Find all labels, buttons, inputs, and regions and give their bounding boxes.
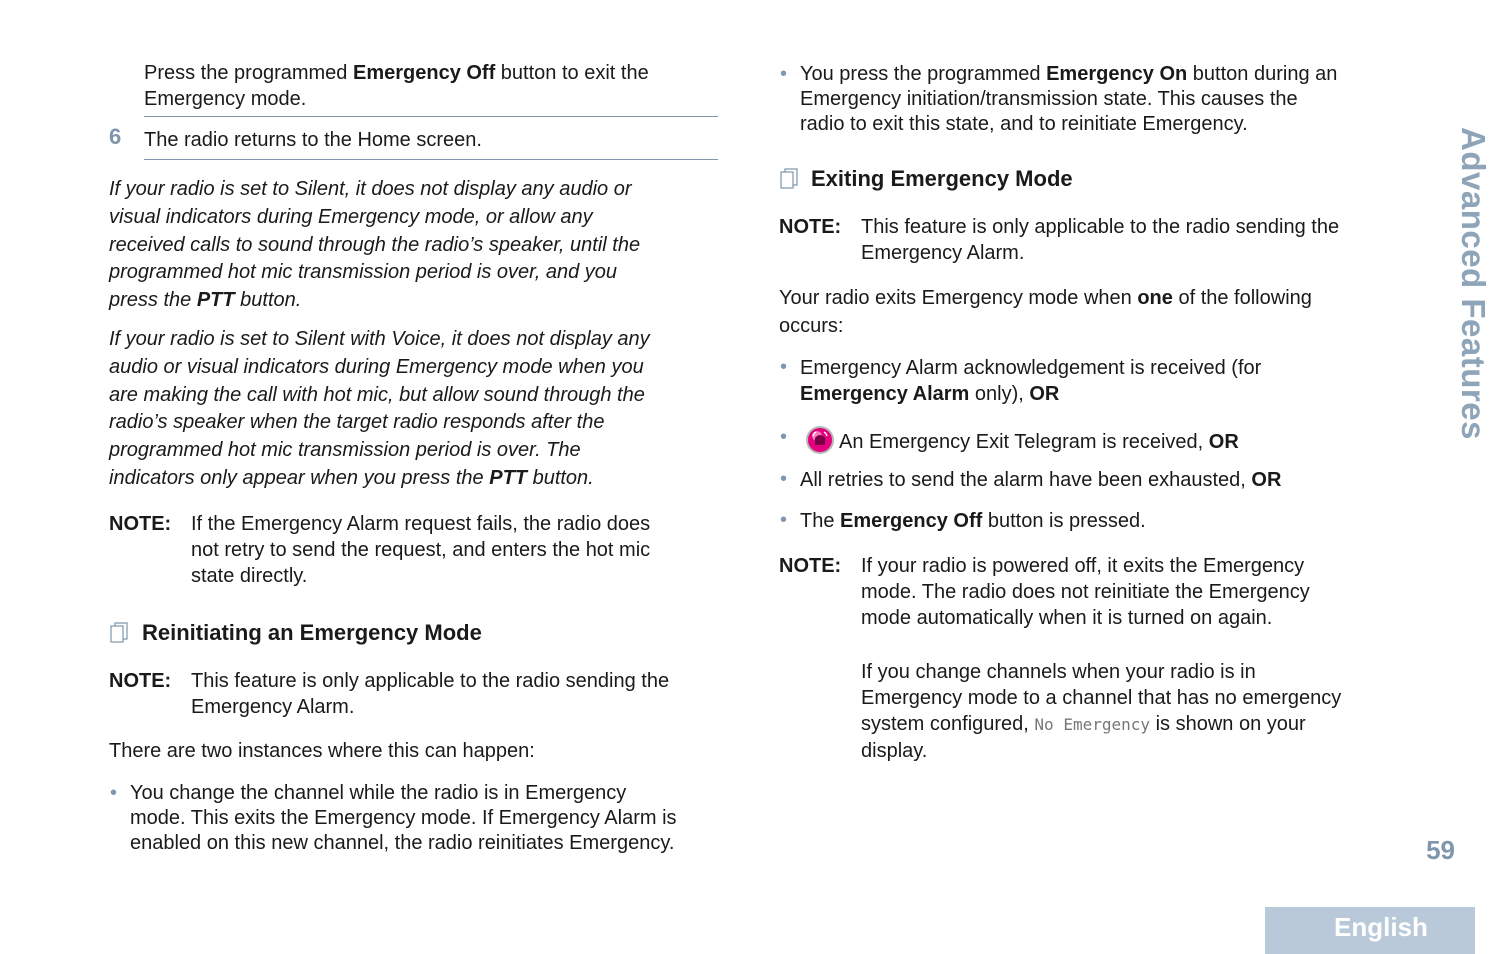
line: indicators only appear when you press the	[109, 466, 490, 489]
line: are making the call with hot mic, but allow sound through the	[109, 383, 645, 406]
or-bold: OR	[1208, 431, 1239, 453]
line: button.	[527, 466, 594, 489]
bullet-dot: •	[780, 63, 788, 85]
note-text	[191, 511, 721, 589]
ptt-bold: PTT	[489, 466, 528, 489]
line: If your radio is set to Silent with Voice, it does not display any	[109, 328, 650, 350]
line: mode automatically when it is turned on again.	[861, 607, 1273, 629]
line: If your radio is powered off, it exits the Emergency	[861, 555, 1305, 577]
text: Emergency mode.	[144, 88, 307, 110]
text: An Emergency Exit Telegram is received,	[839, 431, 1209, 453]
step-continuation	[144, 60, 724, 112]
divider	[144, 116, 718, 117]
line: This feature is only applicable to the radio sending the	[861, 216, 1340, 238]
line: mode. The radio does not reinitiate the Emergency	[861, 581, 1310, 603]
document-icon	[780, 168, 798, 190]
bullet-text	[800, 355, 1400, 407]
bullet-text	[800, 62, 1410, 137]
bullet-dot: •	[780, 509, 788, 531]
text-bold: Emergency Off	[840, 510, 983, 532]
text: is shown on your	[1150, 713, 1306, 735]
line: This feature is only applicable to the radio sending the	[191, 670, 670, 692]
line: programmed hot mic transmission period is over. The	[109, 439, 581, 462]
text: button during an	[1187, 63, 1338, 85]
line: Emergency mode to a channel that has no emergency	[861, 687, 1342, 709]
line: You change the channel while the radio is in Emergency	[130, 782, 627, 804]
text-bold: Emergency Off	[352, 62, 496, 84]
line: programmed hot mic transmission period is over, and you	[109, 261, 618, 284]
bullet-dot: •	[780, 426, 788, 448]
line: not retry to send the request, and enters the hot mic	[191, 539, 651, 561]
or-bold: OR	[1029, 383, 1060, 405]
line: visual indicators during Emergency mode, or allow any	[109, 205, 593, 228]
line: radio to exit this state, and to reinitiate Emergency.	[800, 113, 1248, 135]
note-text	[861, 553, 1421, 631]
divider	[144, 159, 718, 160]
line: Emergency initiation/transmission state. This causes the	[800, 88, 1298, 110]
line: If your radio is set to Silent, it does not display any audio or	[109, 178, 632, 200]
text: All retries to send the alarm have been exhausted,	[800, 469, 1252, 491]
emergency-alarm-icon	[805, 425, 835, 455]
text-bold: one	[1137, 287, 1173, 309]
display-message: No Emergency	[1034, 715, 1151, 734]
line: state directly.	[191, 565, 308, 587]
note-label: NOTE:	[779, 555, 842, 577]
text: only),	[969, 383, 1030, 405]
line: If the Emergency Alarm request fails, the radio does	[191, 513, 651, 535]
line: Emergency Alarm.	[861, 242, 1025, 264]
bullet-dot: •	[780, 468, 788, 490]
section-heading: Reinitiating an Emergency Mode	[142, 620, 482, 645]
document-icon	[110, 622, 128, 644]
line: mode. This exits the Emergency mode. If Emergency Alarm is	[130, 807, 677, 829]
line: radio’s speaker when the target radio responds after the	[109, 411, 605, 434]
language-tab: English	[1265, 907, 1475, 954]
or-bold: OR	[1251, 469, 1282, 491]
line: audio or visual indicators during Emergency mode when you	[109, 355, 644, 378]
text: button to exit the	[495, 62, 649, 84]
text-bold: Emergency Alarm	[800, 383, 970, 405]
text: of the following	[1172, 287, 1312, 309]
text-bold: Emergency On	[1046, 63, 1188, 85]
bullet-text	[805, 425, 1405, 455]
step-text: The radio returns to the Home screen.	[144, 129, 482, 151]
bullet-text	[130, 781, 730, 856]
line: button.	[234, 289, 302, 312]
intro-text: There are two instances where this can happen:	[109, 740, 535, 762]
line: enabled on this new channel, the radio reinitiates Emergency.	[130, 832, 675, 854]
line: press the	[109, 289, 197, 312]
text: occurs:	[779, 315, 844, 337]
bullet-dot: •	[780, 356, 788, 378]
sidebar-chapter-title: Advanced Features	[1455, 127, 1492, 440]
note-text	[191, 668, 731, 720]
step-number: 6	[109, 124, 122, 149]
line: If you change channels when your radio is in	[861, 661, 1256, 683]
ptt-bold: PTT	[196, 289, 235, 312]
page-number: 59	[1426, 835, 1455, 865]
line: Emergency Alarm.	[191, 696, 355, 718]
note-text-continued	[861, 659, 1421, 764]
text: system configured,	[861, 713, 1035, 735]
note-label: NOTE:	[779, 216, 842, 238]
text: You press the programmed	[800, 63, 1047, 85]
text: Press the programmed	[144, 62, 353, 84]
intro-text	[779, 284, 1399, 340]
note-text	[861, 214, 1421, 266]
bullet-text	[800, 508, 1400, 534]
bullet-text	[800, 467, 1400, 493]
silent-voice-paragraph	[109, 326, 719, 493]
section-heading: Exiting Emergency Mode	[811, 166, 1073, 191]
bullet-dot: •	[110, 782, 118, 804]
note-label: NOTE:	[109, 670, 172, 692]
line: Emergency Alarm acknowledgement is received (for	[800, 357, 1262, 379]
silent-paragraph	[109, 176, 719, 315]
text: button is pressed.	[982, 510, 1146, 532]
line: display.	[861, 740, 928, 762]
line: received calls to sound through the radio’s speaker, until the	[109, 233, 641, 256]
text: Your radio exits Emergency mode when	[779, 287, 1138, 309]
text: The	[800, 510, 841, 532]
note-label: NOTE:	[109, 513, 172, 535]
